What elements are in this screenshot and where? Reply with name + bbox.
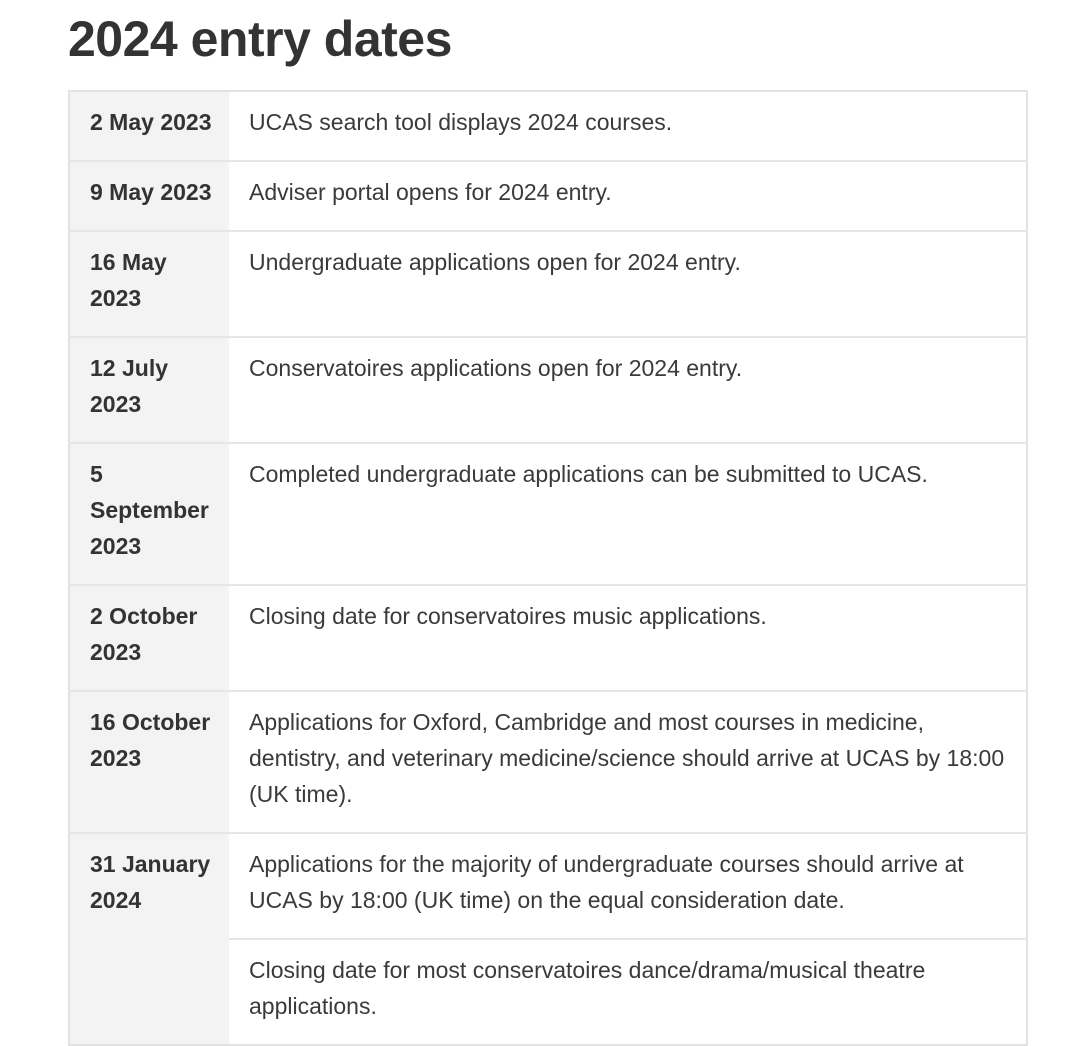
date-cell: 2 October 2023: [69, 585, 229, 691]
event-cell: Adviser portal opens for 2024 entry.: [229, 161, 1027, 231]
date-cell: 31 January 2024: [69, 833, 229, 1045]
date-cell: 16 May 2023: [69, 231, 229, 337]
event-cell: Applications for Oxford, Cambridge and most courses in medicine, dentistry, and veterinary medicine/science should arrive at UCAS by 18:00 (UK time).: [229, 691, 1027, 833]
table-row: [69, 833, 1027, 939]
event-cell: Completed undergraduate applications can be submitted to UCAS.: [229, 443, 1027, 585]
table-row: [69, 161, 1027, 231]
event-cell: Conservatoires applications open for 2024 entry.: [229, 337, 1027, 443]
event-cell: Closing date for most conservatoires dance/drama/musical theatre applications.: [229, 939, 1027, 1045]
date-cell: 12 July 2023: [69, 337, 229, 443]
table-row: [69, 91, 1027, 161]
date-cell: 9 May 2023: [69, 161, 229, 231]
event-cell: Closing date for conservatoires music applications.: [229, 585, 1027, 691]
table-row: [69, 585, 1027, 691]
date-cell: 2 May 2023: [69, 91, 229, 161]
event-cell: Applications for the majority of undergraduate courses should arrive at UCAS by 18:00 (UK time) on the equal consideration date.: [229, 833, 1027, 939]
event-cell: Undergraduate applications open for 2024 entry.: [229, 231, 1027, 337]
event-cell: UCAS search tool displays 2024 courses.: [229, 91, 1027, 161]
table-row: [69, 337, 1027, 443]
date-cell: 5 September 2023: [69, 443, 229, 585]
table-row: [69, 231, 1027, 337]
table-row: [69, 443, 1027, 585]
page-title: 2024 entry dates: [68, 11, 452, 67]
entry-dates-table: [68, 90, 1028, 1046]
date-cell: 16 October 2023: [69, 691, 229, 833]
table-row: [69, 691, 1027, 833]
